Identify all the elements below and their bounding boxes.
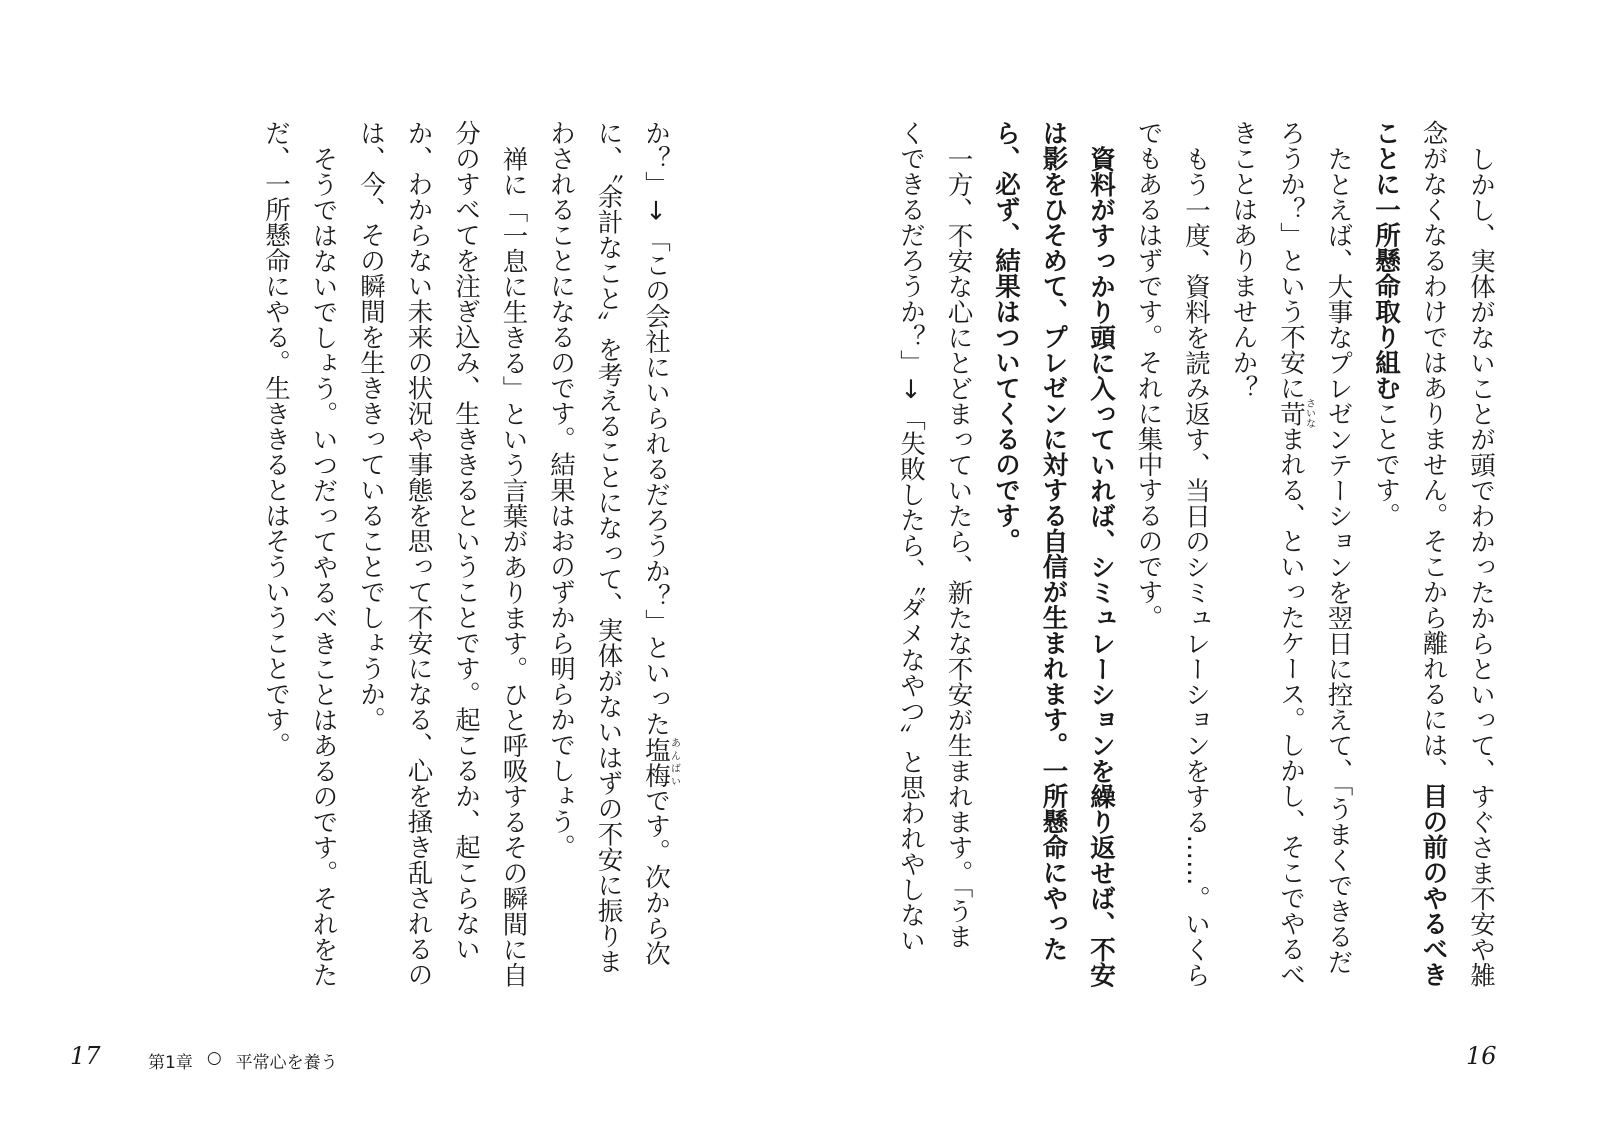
text-segment: 「失敗したら、〝ダメなやつ〟と思われやしない [896,405,926,954]
text-segment: たとえば、大事なプレゼンテーションを翌日に控えて、「うまくできるだ [1323,145,1354,975]
text-segment: です。次から次 [641,787,671,966]
text-column [934,120,982,1000]
bold-text: 資料がすっかり頭に入っていれば、シミュレーションを繰り返せば、不安 [1086,145,1116,987]
chapter-label: 第1章 [148,1053,193,1073]
text-column [299,120,347,1000]
text-segment: だ、一所懸命にやる。生ききるとはそういうことです。 [261,120,291,758]
ruby-annotation [641,736,680,788]
text-segment: は、今、その瞬間を生ききっていることでしょうか。 [356,120,386,732]
bold-text: ことに一所懸命取り組む [1371,120,1401,401]
text-segment: わされることになるのです。結果はおのずから明らかでしょう。 [546,120,576,860]
ruby-base: 塩梅 [641,736,671,788]
bold-text: ら、必ず、結果はついてくるのです。 [991,120,1021,554]
ruby-text: さいな [1303,398,1315,429]
text-column [1029,120,1077,1000]
ruby-base: 苛 [1276,398,1306,429]
right-page-body [887,120,1505,1000]
ruby-text: あんばい [668,736,680,788]
text-column [584,120,632,1000]
down-arrow-symbol: ↓ [641,196,671,227]
chapter-title: 平常心を養う [235,1053,338,1073]
text-segment: 禅に「一息に生きる」という言葉があります。ひと呼吸するその瞬間に自 [498,145,529,987]
text-column [1077,120,1125,1000]
text-column [1362,120,1410,1000]
text-segment: か？」 [641,120,671,197]
text-segment: まれる、といったケース。しかし、そこでやるべ [1276,426,1306,987]
chapter-separator-icon: ○ [206,1048,222,1068]
bold-text: は影をひそめて、プレゼンに対する自信が生まれます。一所懸命にやった [1038,120,1069,962]
text-column [1457,120,1505,1000]
text-column [1219,120,1267,1000]
text-column [1172,120,1220,1000]
text-column [394,120,442,1000]
text-column [1124,120,1172,1000]
text-segment: 「この会社にいられるだろうか？」といった [641,226,671,737]
text-segment: 分のすべてを注ぎ込み、生ききるということです。起こるか、起こらない [451,120,481,962]
text-segment: ろうか？」という不安に [1276,120,1306,401]
text-column [1314,120,1362,1000]
text-segment: もう一度、資料を読み返す、当日のシミュレーションをする……。いくら [1181,145,1211,987]
text-segment: に、〝余計なこと〟を考えることになって、実体がないはずの不安に振りま [593,120,624,975]
text-segment: ことです。 [1371,400,1401,528]
left-page-body [252,120,680,1000]
text-column [537,120,585,1000]
ruby-annotation [1276,398,1315,429]
text-segment: 念がなくなるわけではありません。そこから離れるには、 [1418,120,1449,783]
down-arrow-symbol: ↓ [896,375,926,405]
text-column [489,120,537,1000]
text-segment: そうではないでしょう。いつだってやるべきことはあるのです。それをた [308,145,339,987]
text-segment: きことはありませんか？ [1228,120,1259,401]
page-number-left: 17 [70,1042,101,1070]
text-segment: くできるだろうか？」 [896,120,926,375]
text-column [632,120,680,1000]
bold-text: 目の前のやるべき [1418,783,1449,987]
text-segment: 一方、不安な心にとどまっていたら、新たな不安が生まれます。「うま [943,145,974,949]
text-column [1267,120,1315,1000]
text-column [252,120,300,1000]
text-column [982,120,1030,1000]
text-segment: でもあるはずです。それに集中するのです。 [1133,120,1164,630]
text-segment: か、わからない未来の状況や事態を思って不安になる、心を掻き乱されるの [403,120,434,987]
text-segment: しかし、実体がないことが頭でわかったからといって、すぐさま不安や雑 [1466,145,1496,987]
text-column [347,120,395,1000]
running-head [148,1048,338,1073]
page-number-right: 16 [1466,1042,1497,1070]
text-column [442,120,490,1000]
text-column [1409,120,1457,1000]
text-column [887,120,935,1000]
